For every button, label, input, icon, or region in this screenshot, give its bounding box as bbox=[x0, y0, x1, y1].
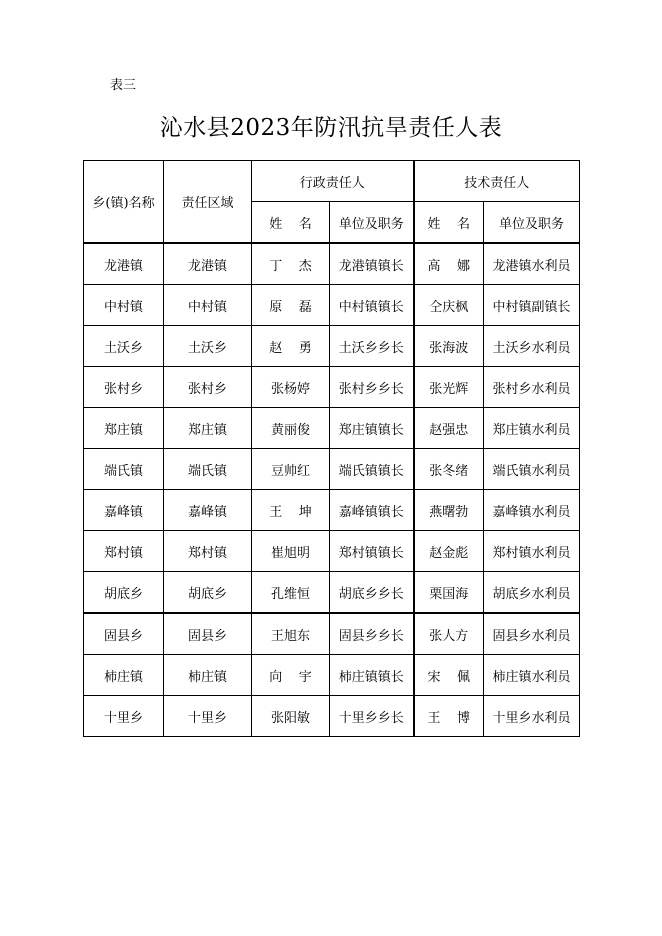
table-row bbox=[84, 367, 580, 408]
cell-tech-name: 张光辉 bbox=[414, 367, 484, 408]
cell-admin-name: 崔旭明 bbox=[252, 531, 330, 572]
cell-admin-name: 豆帅红 bbox=[252, 449, 330, 490]
cell-admin-post: 中村镇镇长 bbox=[330, 285, 414, 326]
cell-admin-name: 张阳敏 bbox=[252, 696, 330, 737]
cell-tech-post: 郑村镇水利员 bbox=[484, 531, 580, 572]
cell-tech-post: 嘉峰镇水利员 bbox=[484, 490, 580, 531]
cell-tech-name: 赵强忠 bbox=[414, 408, 484, 449]
cell-admin-post: 固县乡乡长 bbox=[330, 613, 414, 655]
cell-admin-name: 王 坤 bbox=[252, 490, 330, 531]
header-tech-name: 姓 名 bbox=[414, 202, 484, 244]
cell-township: 龙港镇 bbox=[84, 243, 164, 285]
cell-area: 端氏镇 bbox=[164, 449, 252, 490]
cell-area: 柿庄镇 bbox=[164, 655, 252, 696]
cell-township: 土沃乡 bbox=[84, 326, 164, 367]
cell-area: 张村乡 bbox=[164, 367, 252, 408]
cell-area: 郑庄镇 bbox=[164, 408, 252, 449]
cell-admin-post: 端氏镇镇长 bbox=[330, 449, 414, 490]
cell-admin-post: 郑庄镇镇长 bbox=[330, 408, 414, 449]
cell-admin-name: 孔维恒 bbox=[252, 572, 330, 614]
table-row bbox=[84, 285, 580, 326]
cell-tech-post: 张村乡水利员 bbox=[484, 367, 580, 408]
cell-township: 郑庄镇 bbox=[84, 408, 164, 449]
cell-tech-post: 柿庄镇水利员 bbox=[484, 655, 580, 696]
header-tech-group: 技术责任人 bbox=[414, 161, 580, 202]
cell-tech-post: 中村镇副镇长 bbox=[484, 285, 580, 326]
cell-tech-name: 燕曙勃 bbox=[414, 490, 484, 531]
cell-admin-name: 黄丽俊 bbox=[252, 408, 330, 449]
cell-area: 中村镇 bbox=[164, 285, 252, 326]
table-row bbox=[84, 408, 580, 449]
table-row bbox=[84, 572, 580, 614]
cell-township: 胡底乡 bbox=[84, 572, 164, 614]
header-admin-name: 姓 名 bbox=[252, 202, 330, 244]
cell-area: 郑村镇 bbox=[164, 531, 252, 572]
cell-tech-name: 赵金彪 bbox=[414, 531, 484, 572]
header-row-groups bbox=[84, 161, 580, 202]
cell-area: 固县乡 bbox=[164, 613, 252, 655]
table-row bbox=[84, 326, 580, 367]
table-row bbox=[84, 490, 580, 531]
cell-tech-name: 张人方 bbox=[414, 613, 484, 655]
cell-tech-post: 龙港镇水利员 bbox=[484, 243, 580, 285]
cell-township: 柿庄镇 bbox=[84, 655, 164, 696]
cell-township: 中村镇 bbox=[84, 285, 164, 326]
cell-area: 龙港镇 bbox=[164, 243, 252, 285]
cell-admin-post: 土沃乡乡长 bbox=[330, 326, 414, 367]
cell-admin-name: 张杨婷 bbox=[252, 367, 330, 408]
cell-township: 固县乡 bbox=[84, 613, 164, 655]
cell-township: 张村乡 bbox=[84, 367, 164, 408]
cell-township: 郑村镇 bbox=[84, 531, 164, 572]
sheet-label: 表三 bbox=[110, 78, 137, 93]
cell-tech-name: 栗国海 bbox=[414, 572, 484, 614]
cell-township: 十里乡 bbox=[84, 696, 164, 737]
cell-tech-post: 土沃乡水利员 bbox=[484, 326, 580, 367]
header-admin-post: 单位及职务 bbox=[330, 202, 414, 244]
cell-tech-name: 高 娜 bbox=[414, 243, 484, 285]
cell-tech-post: 郑庄镇水利员 bbox=[484, 408, 580, 449]
cell-admin-post: 柿庄镇镇长 bbox=[330, 655, 414, 696]
cell-area: 胡底乡 bbox=[164, 572, 252, 614]
cell-admin-name: 赵 勇 bbox=[252, 326, 330, 367]
table-row bbox=[84, 243, 580, 285]
table-row bbox=[84, 696, 580, 737]
cell-area: 嘉峰镇 bbox=[164, 490, 252, 531]
cell-tech-name: 张冬绪 bbox=[414, 449, 484, 490]
cell-tech-name: 宋 佩 bbox=[414, 655, 484, 696]
cell-admin-post: 张村乡乡长 bbox=[330, 367, 414, 408]
cell-tech-post: 固县乡水利员 bbox=[484, 613, 580, 655]
cell-admin-post: 龙港镇镇长 bbox=[330, 243, 414, 285]
table-row bbox=[84, 655, 580, 696]
cell-tech-post: 胡底乡水利员 bbox=[484, 572, 580, 614]
header-admin-group: 行政责任人 bbox=[252, 161, 414, 202]
cell-admin-post: 胡底乡乡长 bbox=[330, 572, 414, 614]
responsibility-table bbox=[83, 160, 580, 737]
cell-tech-name: 张海波 bbox=[414, 326, 484, 367]
cell-tech-post: 十里乡水利员 bbox=[484, 696, 580, 737]
header-area: 责任区域 bbox=[164, 161, 252, 244]
cell-admin-name: 向 宇 bbox=[252, 655, 330, 696]
cell-area: 十里乡 bbox=[164, 696, 252, 737]
cell-tech-name: 仝庆枫 bbox=[414, 285, 484, 326]
cell-admin-name: 原 磊 bbox=[252, 285, 330, 326]
cell-admin-post: 郑村镇镇长 bbox=[330, 531, 414, 572]
cell-admin-post: 十里乡乡长 bbox=[330, 696, 414, 737]
cell-admin-name: 丁 杰 bbox=[252, 243, 330, 285]
table-row bbox=[84, 613, 580, 655]
table-row bbox=[84, 531, 580, 572]
cell-tech-name: 王 博 bbox=[414, 696, 484, 737]
header-township: 乡(镇)名称 bbox=[84, 161, 164, 244]
cell-area: 土沃乡 bbox=[164, 326, 252, 367]
page-title: 沁水县2023年防汛抗旱责任人表 bbox=[159, 115, 503, 141]
cell-township: 嘉峰镇 bbox=[84, 490, 164, 531]
cell-admin-post: 嘉峰镇镇长 bbox=[330, 490, 414, 531]
header-tech-post: 单位及职务 bbox=[484, 202, 580, 244]
cell-tech-post: 端氏镇水利员 bbox=[484, 449, 580, 490]
table-row bbox=[84, 449, 580, 490]
cell-township: 端氏镇 bbox=[84, 449, 164, 490]
cell-admin-name: 王旭东 bbox=[252, 613, 330, 655]
